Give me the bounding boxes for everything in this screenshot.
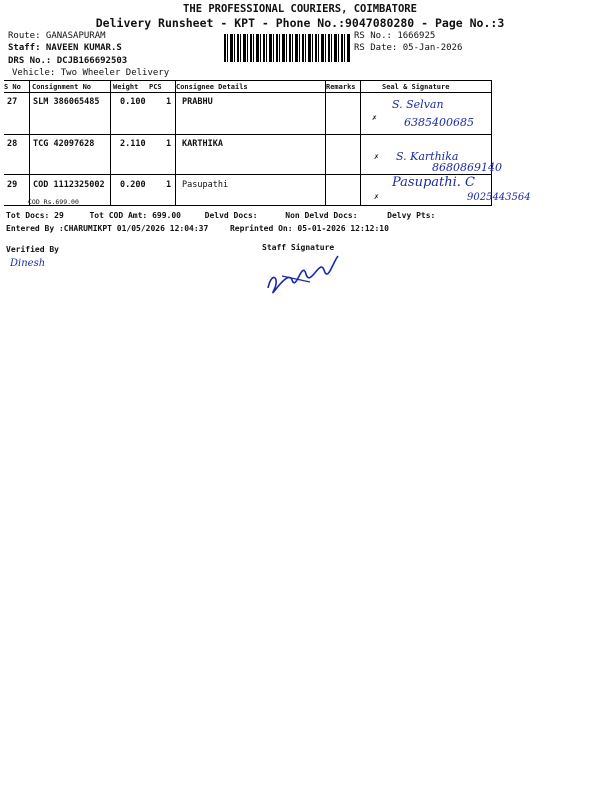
row-consignment: COD 1112325002: [33, 180, 105, 190]
delivery-points: Delvy Pts:: [387, 211, 436, 220]
entered-by: Entered By :CHARUMIKPT 01/05/2026 12:04:37: [6, 224, 209, 233]
row-sno: 27: [7, 97, 18, 107]
row-consignment: TCG 42097628: [33, 139, 95, 149]
header-consignment: Consignment No: [32, 83, 92, 91]
total-docs: Tot Docs: 29: [6, 211, 64, 220]
company-title: THE PROFESSIONAL COURIERS, COIMBATORE: [183, 3, 417, 15]
row-consignee: Pasupathi: [182, 180, 229, 190]
drs-number: DRS No.: DCJB166692503: [8, 56, 128, 66]
row-consignee: PRABHU: [182, 97, 213, 107]
rs-date: RS Date: 05-Jan-2026: [354, 43, 463, 53]
row-pcs: 1: [166, 139, 172, 149]
rs-number: RS No.: 1666925: [354, 31, 436, 41]
table-header-border: [4, 92, 492, 93]
delivered-docs: Delvd Docs:: [204, 211, 258, 220]
handwritten-phone: 8680869140: [432, 161, 502, 174]
cod-note: COD Rs.699.00: [28, 198, 79, 206]
staff-signature-label: Staff Signature: [262, 243, 335, 252]
handwritten-phone: 6385400685: [404, 116, 474, 129]
row-sno: 29: [7, 180, 18, 190]
row-consignee: KARTHIKA: [182, 139, 223, 149]
handwritten-phone: 9025443564: [467, 192, 531, 203]
non-delivered-docs: Non Delvd Docs:: [285, 211, 358, 220]
verified-by-label: Verified By: [6, 245, 59, 254]
staff-signature-mark: [262, 250, 342, 295]
table-right-border: [491, 80, 492, 205]
table-top-border: [4, 80, 492, 81]
header-seal-signature: Seal & Signature: [382, 83, 450, 91]
reprinted-on: Reprinted On: 05-01-2026 12:12:10: [229, 224, 389, 233]
column-divider: [175, 80, 176, 205]
vehicle-label: Vehicle: Two Wheeler Delivery: [12, 68, 170, 78]
column-divider: [360, 80, 361, 205]
column-divider: [110, 80, 111, 205]
handwritten-signature: S. Karthika: [396, 150, 459, 163]
header-consignee: Consignee Details: [176, 83, 248, 91]
entry-line: [6, 224, 389, 233]
row-weight: 2.110: [120, 139, 146, 149]
column-divider: [29, 80, 30, 205]
route-label: Route: GANASAPURAM: [8, 31, 106, 41]
row-pcs: 1: [166, 180, 172, 190]
header-weight: Weight: [113, 83, 139, 91]
barcode-image: [224, 34, 350, 62]
runsheet-subtitle: Delivery Runsheet - KPT - Phone No.:9047080280 - Page No.:3: [95, 16, 505, 30]
header-pcs: PCS: [149, 83, 162, 91]
tick-mark: ✗: [372, 113, 377, 122]
verifier-signature-mark: Dinesh: [10, 258, 46, 269]
tick-mark: ✗: [374, 192, 379, 201]
row-weight: 0.200: [120, 180, 146, 190]
total-cod-amount: Tot COD Amt: 699.00: [89, 211, 181, 220]
column-divider: [325, 80, 326, 205]
header-remarks: Remarks: [326, 83, 356, 91]
row-weight: 0.100: [120, 97, 146, 107]
header-sno: S No: [4, 83, 21, 91]
handwritten-signature: Pasupathi. C: [392, 175, 475, 190]
staff-label: Staff: NAVEEN KUMAR.S: [8, 43, 122, 53]
row-pcs: 1: [166, 97, 172, 107]
handwritten-signature: S. Selvan: [392, 98, 444, 111]
totals-line: [6, 211, 435, 220]
row-consignment: SLM 386065485: [33, 97, 100, 107]
row-divider-1: [4, 134, 492, 135]
tick-mark: ✗: [374, 152, 379, 161]
row-sno: 28: [7, 139, 18, 149]
